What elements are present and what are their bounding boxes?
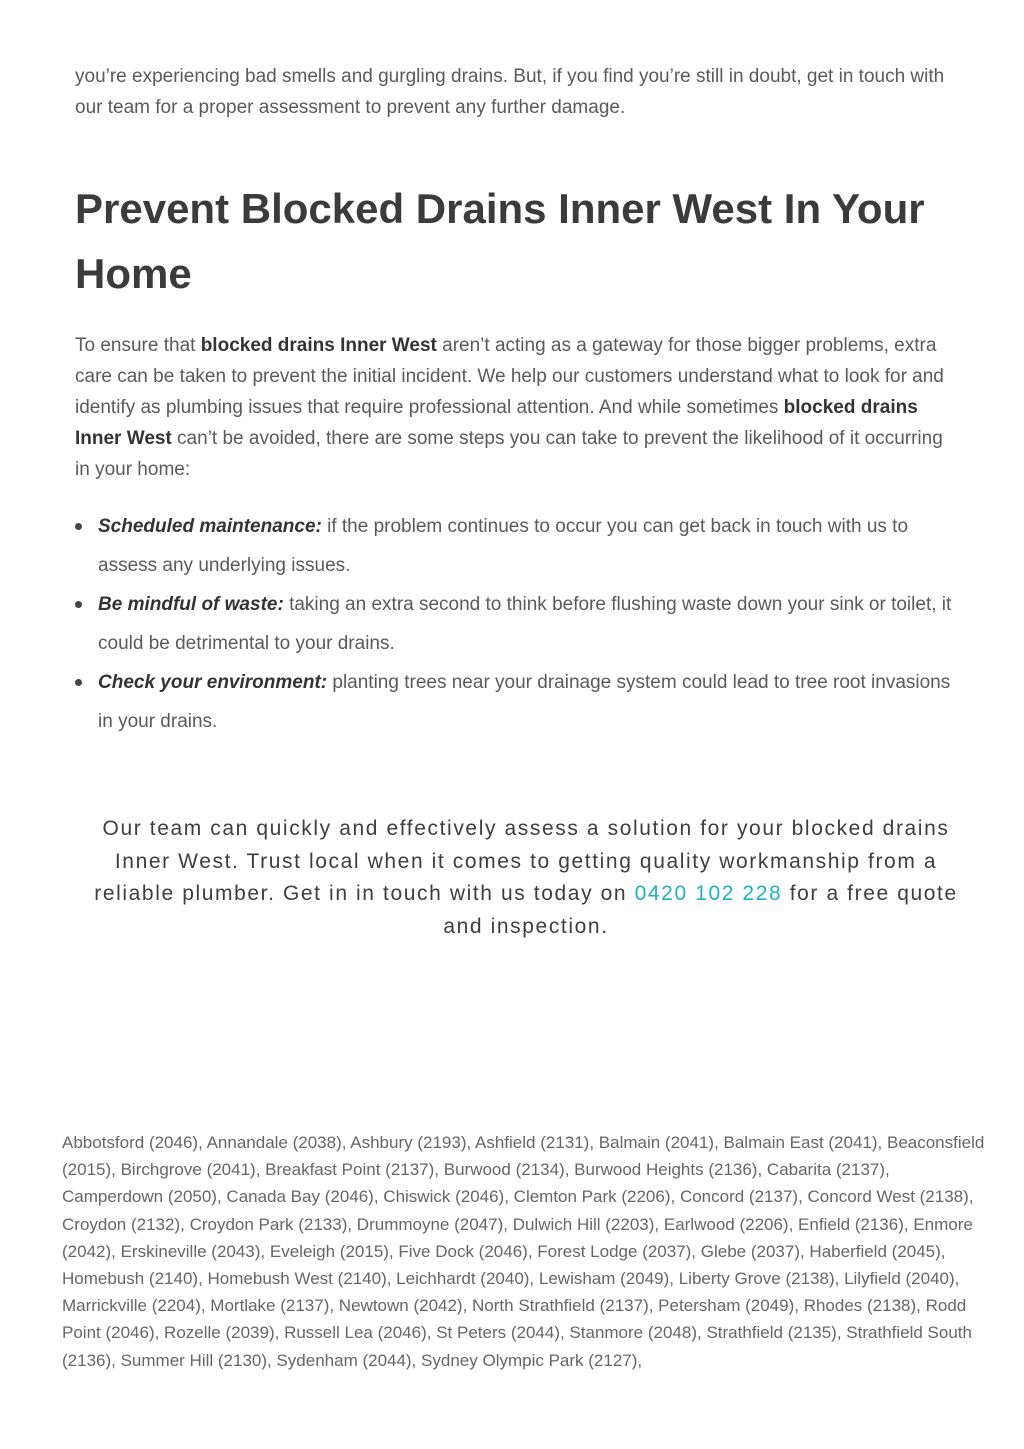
step-title: Check your environment: [98,672,328,693]
bullet-icon [75,679,82,686]
list-item [75,663,965,741]
bullet-icon [75,601,82,608]
call-to-action [80,813,972,943]
cta-text-after: for a free quote and inspection. [443,882,958,938]
step-title: Be mindful of waste: [98,594,284,615]
cta-text-before: Our team can quickly and effectively assess a solution for your blocked drains Inner West. Trust local when it comes to getting quality workmanship from a reliable plumber. Get in in touch with us today on [94,817,950,905]
section-heading: Prevent Blocked Drains Inner West In Your Home [75,185,925,297]
paragraph-text-3: can’t be avoided, there are some steps you can take to prevent the likelihood of it occurring in your home: [75,428,943,480]
step-text: planting trees near your drainage system could lead to tree root invasions in your drains. [98,672,951,732]
bullet-icon [75,523,82,530]
list-item [75,585,965,663]
keyword-blocked-drains-2: blocked drains Inner West [75,397,918,449]
prevention-steps-list [75,507,965,741]
keyword-blocked-drains-1: blocked drains Inner West [200,335,437,356]
phone-link[interactable]: 0420 102 228 [634,882,783,905]
step-title: Scheduled maintenance: [98,516,322,537]
intro-paragraph: you’re experiencing bad smells and gurgling drains. But, if you find you’re still in doubt, get in touch with our team for a proper assessment to prevent any further damage. [75,66,945,118]
paragraph-text-2: aren’t acting as a gateway for those bigger problems, extra care can be taken to prevent the initial incident. We help our customers understand what to look for and identify as plumbing issues that require professional attention. And while sometimes [75,335,944,418]
step-text: if the problem continues to occur you can get back in touch with us to assess any underlying issues. [98,516,909,576]
suburbs-list: Abbotsford (2046), Annandale (2038), Ashbury (2193), Ashfield (2131), Balmain (2041), Balmain East (2041), Beaconsfield (2015), Birchgrove (2041), Breakfast Point (2137), Burwood (2134), Burwood Heights (2136), Cabarita (2137), Camperdown (2050), Canada Bay (2046), Chiswick (2046), Clemton Park (2206), Concord (2137), Concord West (2138), Croydon (2132), Croydon Park (2133), Drummoyne (2047), Dulwich Hill (2203), Earlwood (2206), Enfield (2136), Enmore (2042), Erskineville (2043), Eveleigh (2015), Five Dock (2046), Forest Lodge (2037), Glebe (2037), Haberfield (2045), Homebush (2140), Homebush West (2140), Leichhardt (2040), Lewisham (2049), Liberty Grove (2138), Lilyfield (2040), Marrickville (2204), Mortlake (2137), Newtown (2042), North Strathfield (2137), Petersham (2049), Rhodes (2138), Rodd Point (2046), Rozelle (2039), Russell Lea (2046), St Peters (2044), Stanmore (2048), Strathfield (2135), Strathfield South (2136), Summer Hill (2130), Sydenham (2044), Sydney Olympic Park (2127), [62,1133,985,1370]
paragraph-text-1: To ensure that [75,335,201,356]
list-item [75,507,965,585]
step-text: taking an extra second to think before flushing waste down your sink or toilet, it could be detrimental to your drains. [98,594,952,654]
prevention-paragraph [75,330,955,485]
